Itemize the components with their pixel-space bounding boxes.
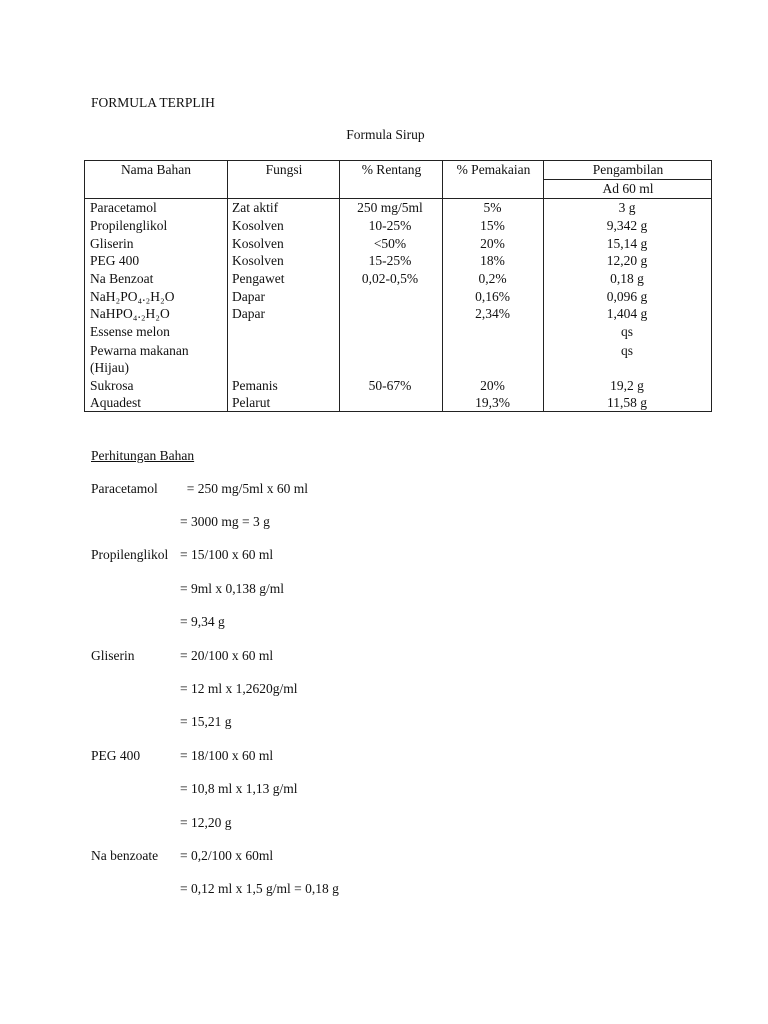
- cell-name: NaHPO₄.₂H₂O: [90, 306, 170, 321]
- cell-pemakaian: 2,34%: [475, 306, 510, 321]
- cell-pengambilan: 12,20 g: [606, 253, 648, 268]
- calc-line: = 3000 mg = 3 g: [180, 514, 270, 529]
- table-row: [0, 394, 768, 412]
- cell-pemakaian: 20%: [480, 378, 505, 393]
- document-title: FORMULA TERPLIH: [91, 95, 215, 110]
- cell-name: Essense melon: [90, 324, 170, 339]
- cell-rentang: 10-25%: [368, 218, 412, 233]
- calc-label-na-benzoate: Na benzoate: [91, 848, 159, 863]
- subheader-ad-60-ml: Ad 60 ml: [602, 181, 654, 196]
- calc-label-peg-400: PEG 400: [91, 748, 141, 763]
- cell-pengambilan: 3 g: [618, 200, 636, 215]
- cell-fungsi: Kosolven: [232, 236, 284, 251]
- cell-pengambilan: 0,18 g: [610, 271, 644, 286]
- calc-line: = 10,8 ml x 1,13 g/ml: [180, 781, 298, 796]
- cell-pemakaian: 5%: [483, 200, 502, 215]
- cell-pemakaian: 0,2%: [478, 271, 507, 286]
- header-nama-bahan: Nama Bahan: [120, 162, 192, 177]
- cell-pemakaian: 15%: [480, 218, 505, 233]
- cell-fungsi: Pemanis: [232, 378, 278, 393]
- cell-rentang: <50%: [373, 236, 407, 251]
- cell-fungsi: Dapar: [232, 306, 265, 321]
- cell-name: Na Benzoat: [90, 271, 154, 286]
- calc-line: = 0,2/100 x 60ml: [180, 848, 274, 863]
- calc-line: = 15,21 g: [180, 714, 232, 729]
- cell-pengambilan: 19,2 g: [610, 378, 644, 393]
- calc-line: = 9,34 g: [180, 614, 225, 629]
- cell-name: Aquadest: [90, 395, 141, 410]
- header-rentang: % Rentang: [361, 162, 422, 177]
- cell-name: Sukrosa: [90, 378, 134, 393]
- table-row: [0, 235, 768, 253]
- cell-fungsi: Pelarut: [232, 395, 271, 410]
- cell-fungsi: Pengawet: [232, 271, 285, 286]
- table-row: [0, 199, 768, 217]
- cell-pemakaian: 20%: [480, 236, 505, 251]
- calc-line: = 12 ml x 1,2620g/ml: [180, 681, 298, 696]
- cell-pemakaian: 19,3%: [475, 395, 510, 410]
- header-pemakaian: % Pemakaian: [456, 162, 531, 177]
- cell-pemakaian: 0,16%: [475, 289, 510, 304]
- calc-line: = 18/100 x 60 ml: [180, 748, 274, 763]
- table-row: [0, 252, 768, 270]
- calc-label-propilenglikol: Propilenglikol: [91, 547, 169, 562]
- header-fungsi: Fungsi: [265, 162, 303, 177]
- calc-line: = 12,20 g: [180, 815, 232, 830]
- cell-name: Propilenglikol: [90, 218, 168, 233]
- calc-label-gliserin: Gliserin: [91, 648, 135, 663]
- cell-fungsi: Zat aktif: [232, 200, 279, 215]
- cell-name: Gliserin: [90, 236, 134, 251]
- cell-pengambilan: 0,096 g: [606, 289, 648, 304]
- calc-line: = 20/100 x 60 ml: [180, 648, 274, 663]
- cell-pemakaian: 18%: [480, 253, 505, 268]
- cell-name: Pewarna makanan: [90, 343, 189, 358]
- table-row: [0, 359, 768, 377]
- cell-pengambilan: qs: [620, 343, 633, 358]
- cell-fungsi: Kosolven: [232, 218, 284, 233]
- cell-pengambilan: 11,58 g: [607, 395, 647, 410]
- header-pengambilan: Pengambilan: [592, 162, 664, 177]
- calc-line: = 15/100 x 60 ml: [180, 547, 274, 562]
- cell-rentang: 0,02-0,5%: [361, 271, 419, 286]
- cell-pengambilan: 1,404 g: [606, 306, 648, 321]
- table-row: [0, 270, 768, 288]
- calc-line: = 250 mg/5ml x 60 ml: [180, 481, 308, 496]
- table-row: [0, 288, 768, 306]
- cell-rentang: 250 mg/5ml: [357, 200, 423, 215]
- cell-rentang: 50-67%: [368, 378, 412, 393]
- cell-name: NaH₂PO₄.₂H₂O: [90, 289, 175, 304]
- calc-line: = 0,12 ml x 1,5 g/ml = 0,18 g: [180, 881, 339, 896]
- calc-line: = 9ml x 0,138 g/ml: [180, 581, 284, 596]
- cell-name: (Hijau): [90, 360, 129, 375]
- cell-pengambilan: 9,342 g: [606, 218, 648, 233]
- cell-name: PEG 400: [90, 253, 140, 268]
- table-row: [0, 377, 768, 395]
- cell-pengambilan: qs: [620, 324, 633, 339]
- cell-name: Paracetamol: [90, 200, 157, 215]
- table-row: [0, 323, 768, 341]
- calculation-heading: Perhitungan Bahan: [91, 448, 195, 463]
- calc-label-paracetamol: Paracetamol: [91, 481, 158, 496]
- table-row: [0, 342, 768, 360]
- cell-fungsi: Kosolven: [232, 253, 284, 268]
- table-row: [0, 217, 768, 235]
- cell-fungsi: Dapar: [232, 289, 265, 304]
- table-row: [0, 305, 768, 323]
- cell-rentang: 15-25%: [368, 253, 412, 268]
- cell-pengambilan: 15,14 g: [606, 236, 648, 251]
- table-title: Formula Sirup: [346, 127, 425, 142]
